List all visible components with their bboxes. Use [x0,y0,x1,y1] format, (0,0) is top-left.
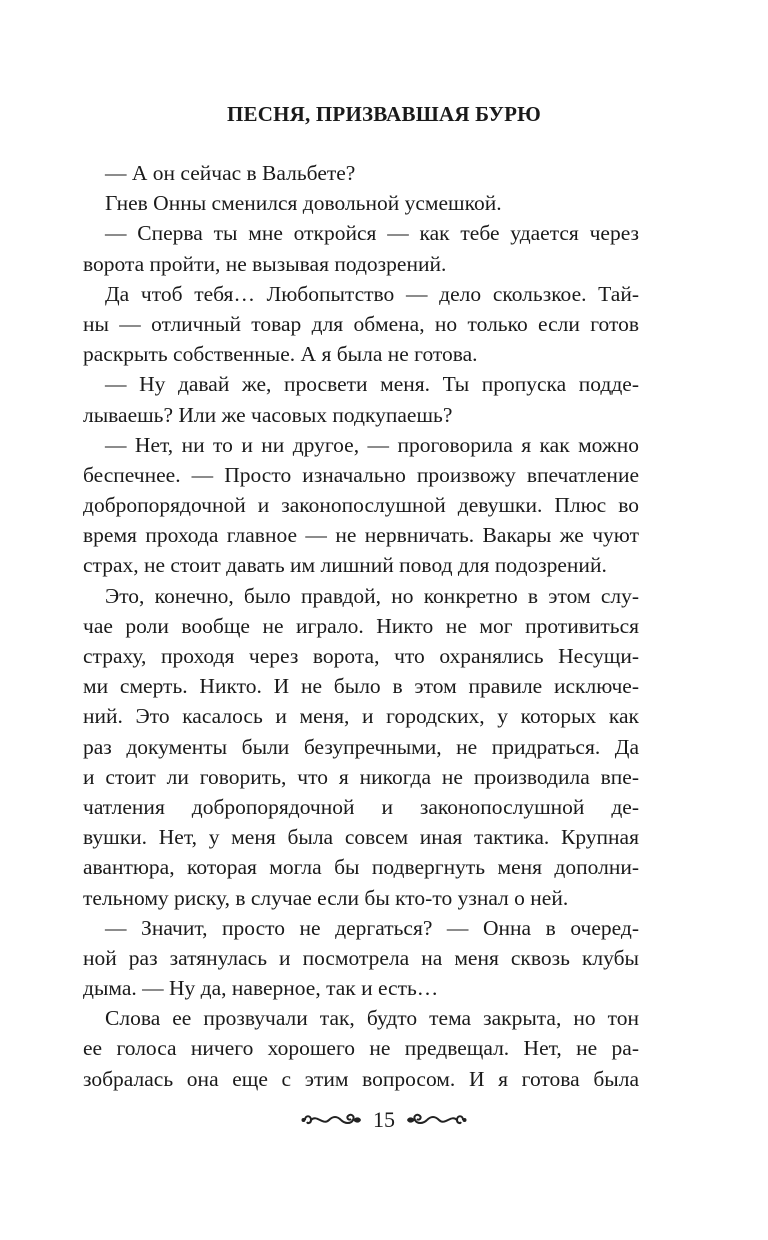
running-head: ПЕСНЯ, ПРИЗВАВШАЯ БУРЮ [226,102,542,126]
text-line: — Нет, ни то и ни другое, — проговорила я как можно [105,432,639,457]
text-line: ной раз затянулась и посмотрела на меня сквозь клубы [83,945,639,970]
text-line: Гнев Онны сменился довольной усмешкой. [105,191,502,216]
text-line: — Значит, просто не дергаться? — Онна в очеред- [105,915,639,940]
text-line: ее голоса ничего хорошего не предвещал. Нет, не ра- [83,1036,639,1061]
text-line: чатления добропорядочной и законопослушной де- [83,794,639,819]
text-line: добропорядочной и законопослушной девушки. Плюс во [83,493,639,518]
flourish-left-icon [301,1110,363,1130]
flourish-right-icon [405,1110,467,1130]
text-line: — А он сейчас в Вальбете? [105,161,356,185]
text-line: авантюра, которая могла бы подвергнуть меня дополни- [83,855,639,880]
text-line: вушки. Нет, у меня была совсем иная тактика. Крупная [83,825,639,850]
text-line: Да чтоб тебя… Любопытство — дело скользкое. Тай- [105,281,639,306]
text-line: и стоит ли говорить, что я никогда не производила впе- [83,764,639,789]
body-text [83,158,639,1094]
text-line: раскрыть собственные. А я была не готова. [83,342,478,367]
text-line: — Сперва ты мне откройся — как тебе удается через [105,221,639,246]
text-line: время прохода главное — не нервничать. Вакары же чуют [83,523,639,548]
text-line: ворота пройти, не вызывая подозрений. [83,251,447,276]
page-number: 15 [373,1107,395,1132]
text-line: Это, конечно, было правдой, но конкретно в этом слу- [105,583,639,608]
page-footer [0,1100,768,1140]
text-line: лываешь? Или же часовых подкупаешь? [83,402,453,427]
text-line: чае роли вообще не играло. Никто не мог противиться [83,613,639,638]
text-line: беспечнее. — Просто изначально произвожу впечатление [83,462,639,487]
text-line: ны — отличный товар для обмена, но только если готов [83,311,639,336]
text-line: зобралась она еще с этим вопросом. И я готова была [83,1066,639,1091]
text-line: дыма. — Ну да, наверное, так и есть… [83,976,439,1001]
text-line: ми смерть. Никто. И не было в этом правиле исключе- [83,674,639,699]
text-line: ний. Это касалось и меня, и городских, у которых как [83,704,639,729]
text-line: — Ну давай же, просвети меня. Ты пропуска подде- [105,372,639,397]
text-line: тельному риску, в случае если бы кто-то узнал о ней. [83,885,569,910]
text-line: страх, не стоит давать им лишний повод для подозрений. [83,553,607,578]
text-line: страху, проходя через ворота, что охранялись Несущи- [83,644,639,668]
text-line: Слова ее прозвучали так, будто тема закрыта, но тон [105,1006,639,1031]
text-line: раз документы были безупречными, не придраться. Да [83,734,639,759]
